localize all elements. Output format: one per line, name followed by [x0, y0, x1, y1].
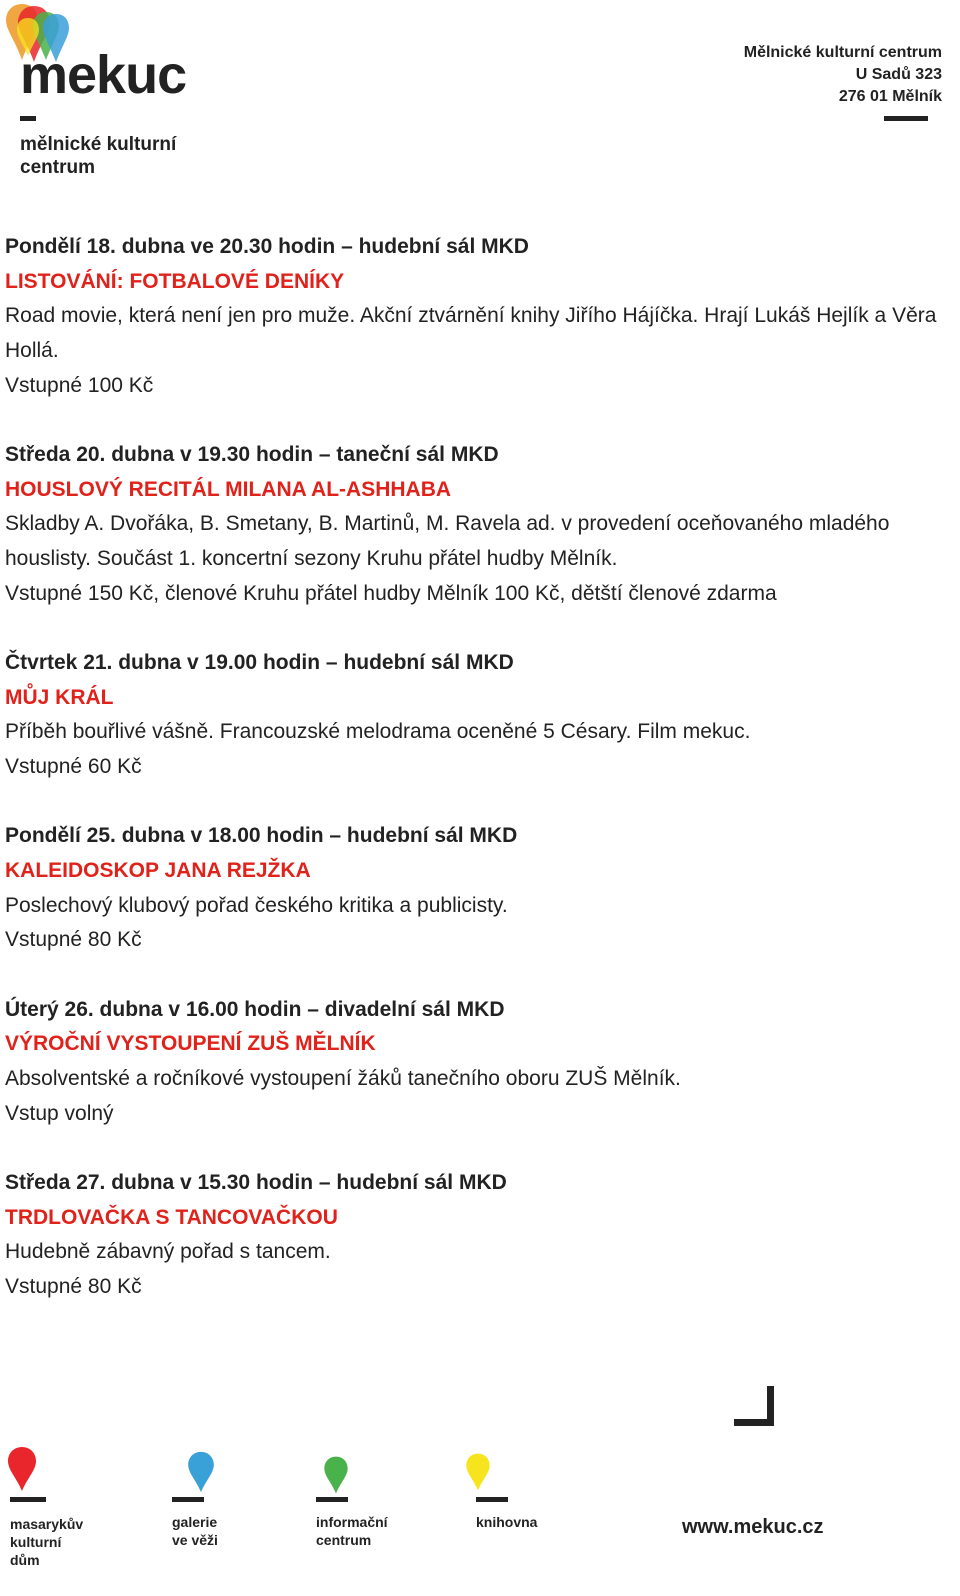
- website-link[interactable]: www.mekuc.cz: [682, 1516, 824, 1538]
- event-price: Vstupné 60 Kč: [5, 755, 142, 779]
- event-description: Poslechový klubový pořad českého kritika a publicisty.: [5, 893, 508, 917]
- event-item: [5, 1166, 950, 1305]
- event-price: Vstup volný: [5, 1101, 114, 1125]
- venue-divider: [10, 1497, 46, 1502]
- footer-venue-galerie: [172, 1450, 218, 1548]
- corner-mark-icon: [734, 1386, 774, 1426]
- address-line-2: U Sadů 323: [855, 66, 942, 83]
- event-price: Vstupné 80 Kč: [5, 1275, 142, 1299]
- address-line-1: Mělnické kulturní centrum: [743, 44, 942, 61]
- event-date-venue: Pondělí 18. dubna ve 20.30 hodin – hudební sál MKD: [5, 235, 529, 258]
- venue-label: knihovna: [476, 1514, 538, 1530]
- event-description: Road movie, která není jen pro muže. Akční ztvárnění knihy Jiřího Hájíčka. Hrají Lukáš Hejlík a Věra Hollá.: [5, 304, 937, 363]
- event-description: Hudebně zábavný pořad s tancem.: [5, 1240, 331, 1264]
- event-item: [5, 646, 950, 785]
- event-description: Skladby A. Dvořáka, B. Smetany, B. Martinů, M. Ravela ad. v provedení oceňovaného mladého houslisty. Součást 1. koncertní sezony Kruhu přátel hudby Mělník.: [5, 512, 890, 571]
- venue-label: masarykův kulturní dům: [10, 1516, 84, 1568]
- venue-label: galerie ve věži: [172, 1514, 218, 1548]
- event-title: HOUSLOVÝ RECITÁL MILANA AL-ASHHABA: [5, 477, 452, 501]
- address-line-3: 276 01 Mělník: [838, 88, 942, 105]
- map-pin-icon: [464, 1452, 492, 1492]
- event-item: [5, 230, 950, 404]
- event-description: Příběh bouřlivé vášně. Francouzské melodrama oceněné 5 Césary. Film mekuc.: [5, 720, 751, 744]
- footer-venue-informacni: [316, 1455, 388, 1548]
- map-pin-icon: [186, 1450, 216, 1494]
- event-title: KALEIDOSKOP JANA REJŽKA: [5, 859, 311, 883]
- event-item: [5, 993, 950, 1132]
- event-title: LISTOVÁNÍ: FOTBALOVÉ DENÍKY: [5, 269, 345, 293]
- footer-venue-masarykuv: [6, 1445, 84, 1568]
- event-date-venue: Úterý 26. dubna v 16.00 hodin – divadelní sál MKD: [5, 997, 505, 1021]
- event-date-venue: Čtvrtek 21. dubna v 19.00 hodin – hudební sál MKD: [5, 651, 514, 675]
- venue-divider: [316, 1497, 348, 1502]
- event-price: Vstupné 150 Kč, členové Kruhu přátel hudby Mělník 100 Kč, dětští členové zdarma: [5, 581, 777, 605]
- event-date-venue: Pondělí 25. dubna v 18.00 hodin – hudební sál MKD: [5, 824, 518, 848]
- event-description: Absolventské a ročníkové vystoupení žáků tanečního oboru ZUŠ Mělník.: [5, 1067, 681, 1091]
- venue-divider: [476, 1497, 508, 1502]
- event-date-venue: Středa 27. dubna v 15.30 hodin – hudební sál MKD: [5, 1170, 507, 1194]
- event-title: VÝROČNÍ VYSTOUPENÍ ZUŠ MĚLNÍK: [5, 1032, 376, 1056]
- logo-subtitle: mělnické kulturní centrum: [20, 134, 177, 178]
- event-title: TRDLOVAČKA S TANCOVAČKOU: [5, 1205, 338, 1229]
- event-list: [5, 230, 950, 1339]
- event-price: Vstupné 100 Kč: [5, 373, 154, 397]
- map-pin-icon: [322, 1455, 350, 1495]
- logo-underline: [20, 116, 36, 121]
- event-price: Vstupné 80 Kč: [5, 928, 142, 952]
- event-item: [5, 438, 950, 612]
- event-date-venue: Středa 20. dubna v 19.30 hodin – taneční sál MKD: [5, 443, 499, 467]
- event-title: MŮJ KRÁL: [5, 685, 114, 709]
- address-block: [744, 42, 942, 108]
- mekuc-logo: [0, 0, 200, 190]
- footer-venue-knihovna: [464, 1452, 538, 1530]
- venue-label: informační centrum: [316, 1514, 388, 1548]
- map-pin-icon: [6, 1445, 38, 1493]
- event-item: [5, 819, 950, 958]
- address-divider: [884, 116, 928, 121]
- venue-divider: [172, 1497, 204, 1502]
- logo-wordmark: mekuc: [20, 45, 187, 105]
